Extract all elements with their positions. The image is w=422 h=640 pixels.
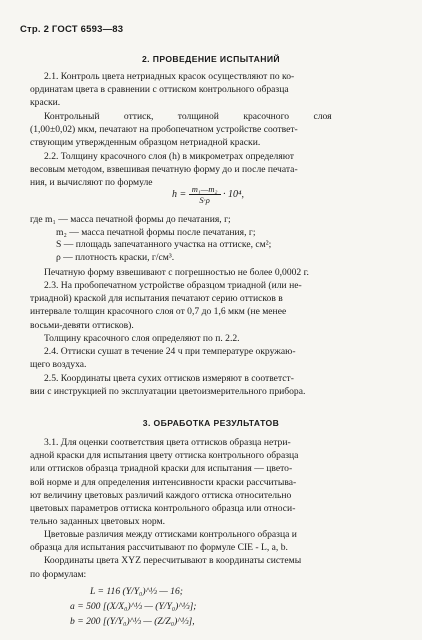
text-line: вой норме и для определения интенсивности краски рассчитыва- xyxy=(30,476,297,488)
text-line: щего воздуха. xyxy=(30,359,87,371)
paragraph-3-1b xyxy=(30,528,400,581)
text-line: триадной) краской для испытания печатают серию оттисков в xyxy=(30,293,283,305)
formula-a: a = 500 [(X/X₀)^⅓ — (Y/Y₀)^⅓]; xyxy=(70,601,197,612)
text-line: Контрольный оттиск, толщиной красочного слоя xyxy=(44,111,332,122)
definition-line: где m₁ — масса печатной формы до печатания, г; xyxy=(30,214,231,225)
paragraph-2-3b xyxy=(30,332,400,345)
variable-definitions xyxy=(30,214,400,264)
text-line: (1,00±0,02) мкм, печатают на пробопечатном устройстве соответ- xyxy=(30,124,298,136)
definition-line: ρ — плотность краски, г/см³. xyxy=(56,251,175,263)
thickness-formula xyxy=(172,184,244,205)
definition-line: S — площадь запечатанного участка на оттиске, см²; xyxy=(56,239,272,251)
text-line: по формулам: xyxy=(30,568,87,580)
formula-numerator: m₁—m₂ xyxy=(189,184,221,195)
text-line: адной краски для испытания цвету оттиска контрольного образца xyxy=(30,450,299,462)
text-line: 2.5. Координаты цвета сухих оттисков измеряют в соответст- xyxy=(44,373,294,384)
text-line: краски. xyxy=(30,97,61,109)
formula-fraction xyxy=(189,184,221,205)
paragraph-2-1 xyxy=(30,70,400,110)
text-line: Координаты цвета XYZ пересчитывают в координаты системы xyxy=(44,555,302,567)
text-line: Цветовые различия между оттисками контрольного образца и xyxy=(44,529,297,540)
section-3-title: 3. ОБРАБОТКА РЕЗУЛЬТАТОВ xyxy=(142,418,280,428)
formula-l: L = 116 (Y/Y₀)^⅓ — 16; xyxy=(90,586,183,597)
text-line: 2.2. Толщину красочного слоя (h) в микрометрах определяют xyxy=(44,151,294,162)
cie-lab-formulas xyxy=(70,584,197,629)
paragraph-3-1 xyxy=(30,436,400,528)
text-line: вии с инструкцией по эксплуатации цветоизмерительного прибора. xyxy=(30,386,306,398)
text-line: тельно заданных цветовых норм. xyxy=(30,516,165,528)
text-line: весовым методом, взвешивая печатную форму до и после печата- xyxy=(30,164,298,176)
formula-b: b = 200 [(Y/Y₀)^⅓ — (Z/Z₀)^⅓], xyxy=(70,616,195,627)
text-line: 3.1. Для оценки соответствия цвета оттисков образца нетри- xyxy=(44,437,291,448)
formula-denominator: S·ρ xyxy=(199,195,210,205)
text-line: Толщину красочного слоя определяют по п. 2.2. xyxy=(44,333,240,344)
page-header: Стр. 2 ГОСТ 6593—83 xyxy=(20,24,124,35)
text-line: ния, и вычисляют по формуле xyxy=(30,177,153,189)
paragraph-2-5 xyxy=(30,372,400,398)
formula-lhs: h = xyxy=(172,188,187,200)
paragraph-2-4 xyxy=(30,345,400,371)
definition-line: m₂ — масса печатной формы после печатания, г; xyxy=(56,226,256,238)
text-line: интервале толщин красочного слоя от 0,7 до 1,6 мкм (не менее xyxy=(30,306,287,318)
text-line: образца для испытания рассчитывают по формуле CIE - L, a, b. xyxy=(30,542,288,554)
text-line: ствующим утвержденным образцом нетриадной краски. xyxy=(30,137,261,149)
text-line: ординатам цвета в сравнении с оттиском контрольного образца xyxy=(30,84,289,96)
text-line: 2.3. На пробопечатном устройстве образцом триадной (или не- xyxy=(44,280,302,291)
section-2-title: 2. ПРОВЕДЕНИЕ ИСПЫТАНИЙ xyxy=(142,54,280,64)
text-line: цветовых параметров оттиска контрольного образца или относи- xyxy=(30,503,296,515)
formula-tail: · 10⁴, xyxy=(223,188,244,200)
paragraph-2-1b xyxy=(30,110,400,150)
text-line: 2.1. Контроль цвета нетриадных красок осуществляют по ко- xyxy=(44,71,295,82)
paragraph-2-3 xyxy=(30,279,400,332)
text-line: ют величину цветовых различий каждого оттиска относительно xyxy=(30,489,292,501)
text-line: или оттисков образца триадной краски для испытания — цвето- xyxy=(30,463,293,475)
text-line: восьми-девяти оттисков). xyxy=(30,319,134,331)
text-line: Печатную форму взвешивают с погрешностью не более 0,0002 г. xyxy=(44,267,309,278)
text-line: 2.4. Оттиски сушат в течение 24 ч при температуре окружаю- xyxy=(44,346,296,357)
paragraph-2-2b xyxy=(30,266,400,279)
